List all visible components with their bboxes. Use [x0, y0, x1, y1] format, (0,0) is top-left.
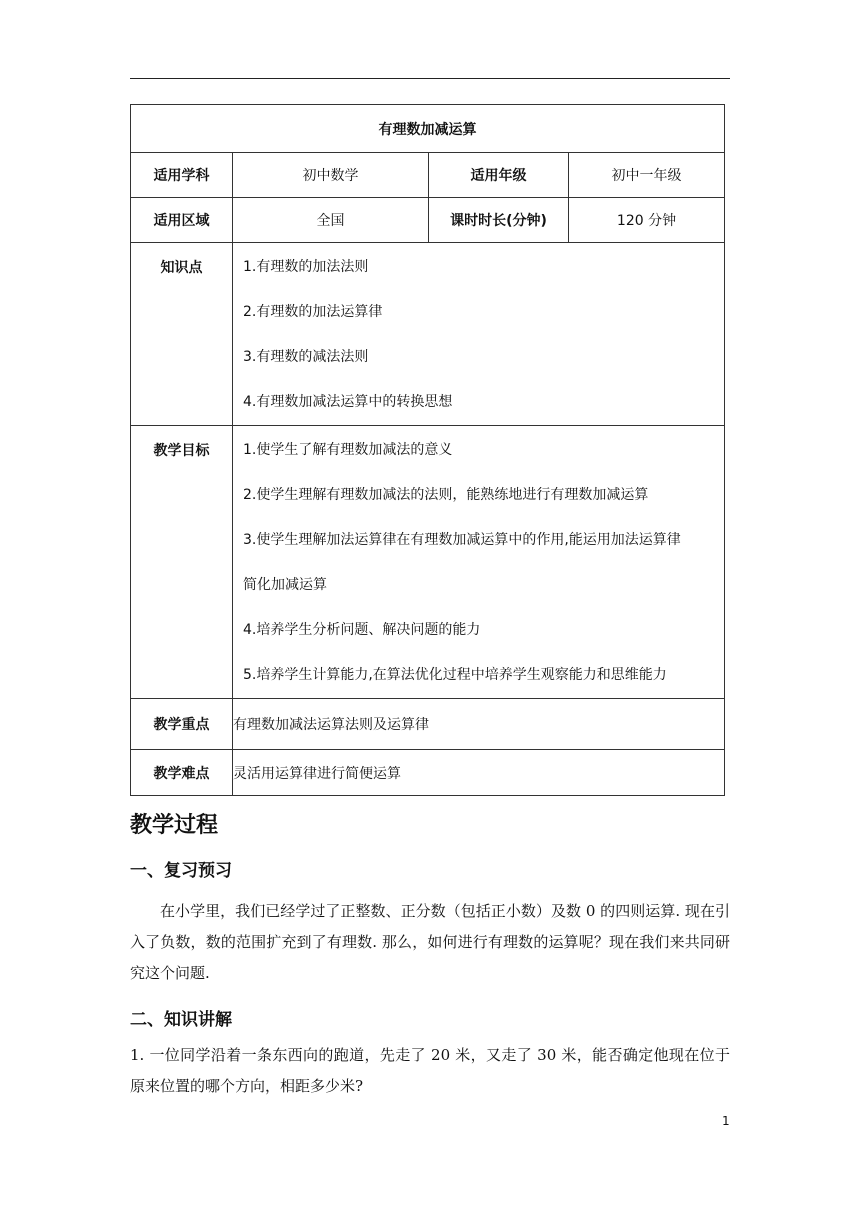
page-number: 1: [722, 1114, 730, 1128]
process-title: 教学过程: [130, 813, 219, 838]
difficulty-value: 灵活用运算律进行简便运算: [233, 750, 725, 796]
goal-item: 2.使学生理解有理数加减法的法则，能熟练地进行有理数加减运算: [243, 487, 649, 503]
knowledge-item: 4.有理数加减法运算中的转换思想: [243, 394, 453, 410]
goal-item: 1.使学生了解有理数加减法的意义: [243, 442, 453, 458]
subject-label: 适用学科: [131, 153, 233, 198]
knowledge-label: 知识点: [131, 243, 233, 426]
difficulty-label: 教学难点: [131, 750, 233, 796]
knowledge-item: 2.有理数的加法运算律: [243, 304, 383, 320]
region-label: 适用区域: [131, 198, 233, 243]
knowledge-list: [233, 243, 725, 426]
subject-value: 初中数学: [233, 153, 429, 198]
grade-label: 适用年级: [429, 153, 569, 198]
lesson-title: 有理数加减运算: [131, 105, 725, 153]
goal-item: 简化加减运算: [243, 577, 327, 593]
knowledge-item: 1.有理数的加法法则: [243, 259, 369, 275]
review-paragraph: 在小学里，我们已经学过了正整数、正分数（包括正小数）及数 0 的四则运算. 现在引入了负数，数的范围扩充到了有理数. 那么，如何进行有理数的运算呢？现在我们来共同研究这个问题.: [130, 902, 730, 982]
duration-value: 120 分钟: [569, 198, 725, 243]
goal-item: 5.培养学生计算能力,在算法优化过程中培养学生观察能力和思维能力: [243, 667, 667, 683]
region-value: 全国: [233, 198, 429, 243]
review-heading: 一、复习预习: [130, 861, 232, 881]
knowledge-item: 3.有理数的减法法则: [243, 349, 369, 365]
lesson-info-table: [130, 104, 725, 796]
knowledge-heading: 二、知识讲解: [130, 1010, 232, 1030]
duration-label: 课时时长(分钟): [429, 198, 569, 243]
key-point-value: 有理数加减法运算法则及运算律: [233, 699, 725, 750]
goal-item: 4.培养学生分析问题、解决问题的能力: [243, 622, 481, 638]
knowledge-paragraph: 1. 一位同学沿着一条东西向的跑道，先走了 20 米，又走了 30 米，能否确定他现在位于原来位置的哪个方向，相距多少米?: [130, 1046, 730, 1095]
goal-item: 3.使学生理解加法运算律在有理数加减运算中的作用,能运用加法运算律: [243, 532, 681, 548]
goals-list: [233, 426, 725, 699]
key-point-label: 教学重点: [131, 699, 233, 750]
header-rule: [130, 78, 730, 79]
goals-label: 教学目标: [131, 426, 233, 699]
grade-value: 初中一年级: [569, 153, 725, 198]
